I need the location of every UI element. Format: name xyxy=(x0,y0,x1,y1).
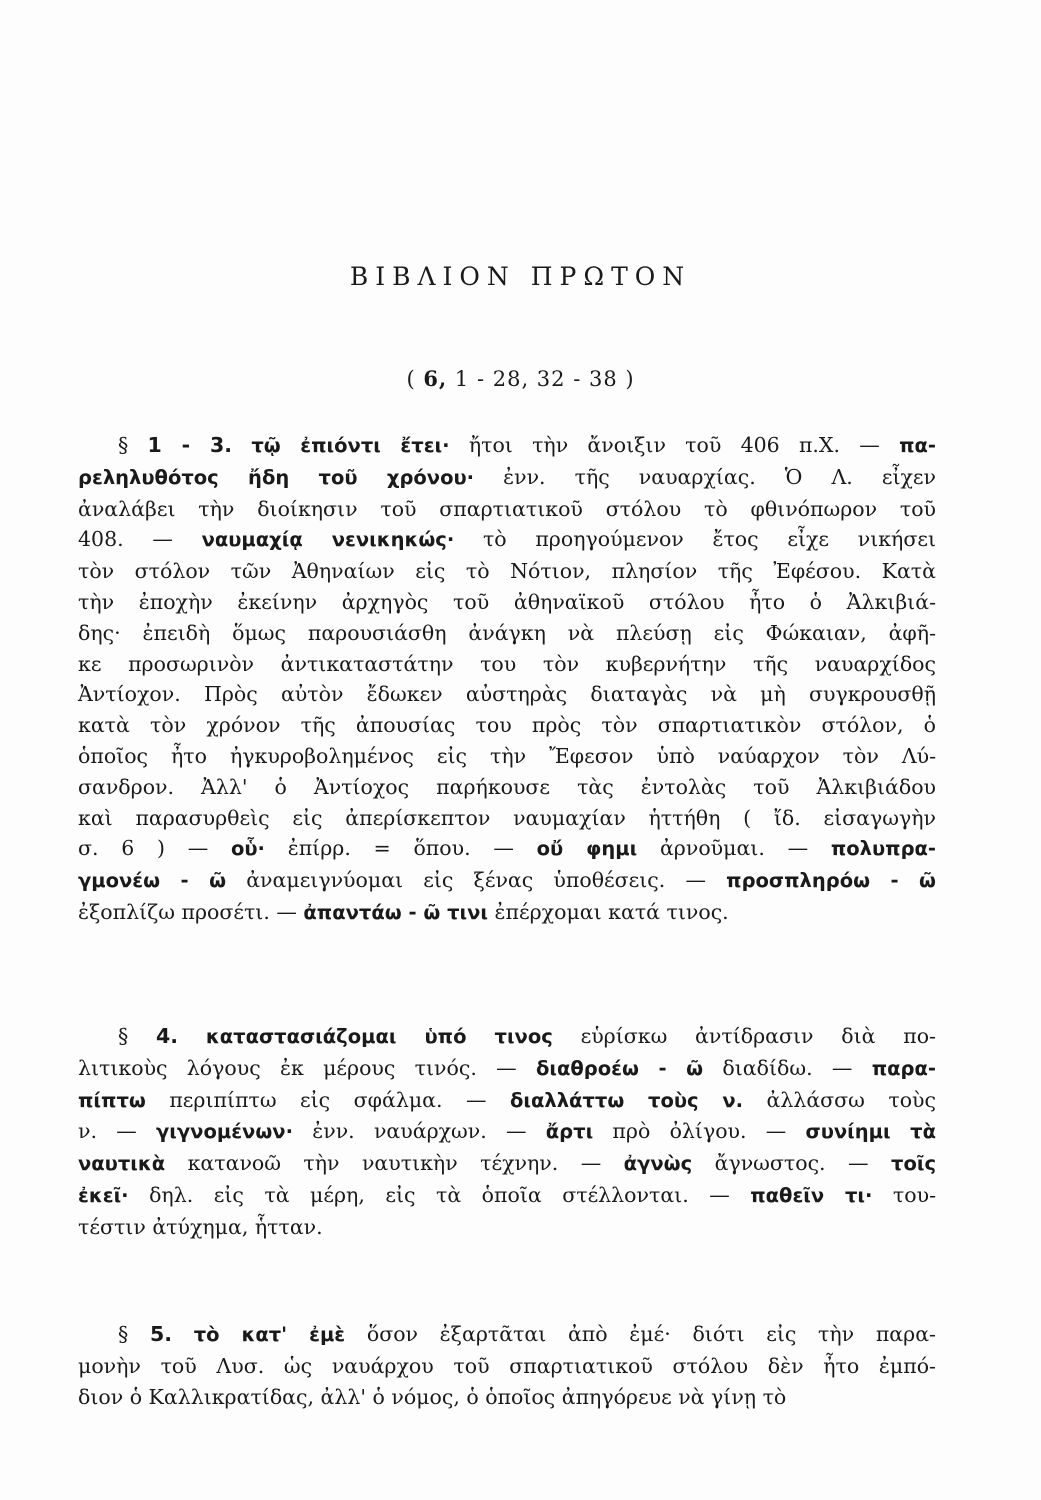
lemma: πίπτω xyxy=(78,1088,146,1112)
gloss-text: ἄγνωστος. — xyxy=(692,1151,891,1176)
lemma: διαθροέω - ῶ xyxy=(535,1056,704,1080)
text-line xyxy=(78,1021,936,1053)
gloss-text: μονὴν τοῦ Λυσ. ὡς ναυάρχου τοῦ σπαρτιατικοῦ στόλου δὲν ἦτο ἐμπό- xyxy=(78,1353,936,1378)
text-line xyxy=(78,1148,936,1180)
gloss-text xyxy=(172,1322,194,1346)
text-line xyxy=(78,897,936,929)
gloss-text: ἐνν. τῆς ναυαρχίας. Ὁ Λ. εἶχεν xyxy=(474,464,936,489)
text-line xyxy=(78,618,936,649)
lemma: καταστασιάζομαι ὑπό τινος xyxy=(205,1025,553,1048)
section-number: 5. xyxy=(149,1322,172,1346)
gloss-text: του- xyxy=(872,1182,936,1207)
lemma: ναυτικὰ xyxy=(78,1152,166,1176)
lemma: οὔ φημι xyxy=(536,837,638,861)
gloss-text: σανδρον. Ἀλλ' ὁ Ἀντίοχος παρήκουσε τὰς ἐντολὰς τοῦ Ἀλκιβιάδου xyxy=(78,774,936,799)
text-line xyxy=(78,803,936,834)
text-line xyxy=(78,1180,936,1212)
text-line xyxy=(78,772,936,803)
commentary-section-5 xyxy=(78,1319,936,1412)
text-line xyxy=(78,710,936,741)
text-line xyxy=(78,679,936,710)
lemma: προσπληρόω - ῶ xyxy=(726,869,936,893)
range-open: ( xyxy=(406,367,424,391)
text-line xyxy=(78,1319,936,1351)
lemma: συνίημι τὰ xyxy=(805,1120,936,1144)
lemma: ἐκεῖ· xyxy=(78,1183,129,1207)
text-line xyxy=(78,741,936,772)
lemma: τὸ κατ' ἐμὲ xyxy=(193,1323,346,1346)
gloss-text: 408. — xyxy=(78,527,202,552)
gloss-text: εὑρίσκω ἀντίδρασιν διὰ πο- xyxy=(552,1024,936,1048)
gloss-text: τὴν ἐποχὴν ἐκείνην ἀρχηγὸς τοῦ ἀθηναϊκοῦ στόλου ἦτο ὁ Ἀλκιβιά- xyxy=(78,589,936,614)
gloss-text: ἐπέρχομαι κατά τινος. xyxy=(488,899,729,924)
text-line xyxy=(78,1085,936,1117)
gloss-text: περιπίπτω εἰς σφάλμα. — xyxy=(145,1087,510,1112)
gloss-text: καὶ παρασυρθεὶς εἰς ἀπερίσκεπτον ναυμαχίαν ἡττήθη ( ἴδ. εἰσαγωγὴν xyxy=(78,805,936,830)
gloss-text: τὸν στόλον τῶν Ἀθηναίων εἰς τὸ Νότιον, πλησίον τῆς Ἐφέσου. Κατὰ xyxy=(78,559,936,584)
section-number: 1 - 3. xyxy=(147,433,233,457)
lemma: ρεληλυθότος ἤδη τοῦ χρόνου· xyxy=(78,465,475,489)
lemma: οὗ· xyxy=(230,837,265,861)
gloss-text: Ἀντίοχον. Πρὸς αὐτὸν ἔδωκεν αὐστηρὰς διαταγὰς νὰ μὴ συγκρουσθῇ xyxy=(78,682,936,707)
gloss-text: ἐπίρρ. = ὅπου. — xyxy=(264,836,537,861)
gloss-text: διαδίδω. — xyxy=(703,1055,872,1080)
gloss-text xyxy=(232,433,251,457)
text-line xyxy=(78,587,936,618)
lemma: ἄρτι xyxy=(545,1120,594,1144)
range-verses: 1 - 28, 32 - 38 ) xyxy=(447,367,635,391)
lemma: πολυπρα- xyxy=(830,837,937,861)
gloss-text: σ. 6 ) — xyxy=(78,836,231,861)
lemma: διαλλάττω τοὺς ν. xyxy=(509,1088,744,1112)
lemma: παθεῖν τι· xyxy=(750,1183,873,1207)
text-line xyxy=(78,430,936,462)
gloss-text: § xyxy=(118,1024,157,1048)
text-line xyxy=(78,833,936,865)
gloss-text: τὸ προηγούμενον ἔτος εἶχε νικήσει xyxy=(454,527,936,552)
gloss-text: ἀλλάσσω τοὺς xyxy=(743,1087,936,1112)
gloss-text: διον ὁ Καλλικρατίδας, ἀλλ' ὁ νόμος, ὁ ὁποῖος ἀπηγόρευε νὰ γίνῃ τὸ xyxy=(78,1384,787,1409)
lemma: γμονέω - ῶ xyxy=(78,869,227,893)
range-chapter: 6, xyxy=(423,366,448,391)
book-range xyxy=(0,366,1041,391)
text-line xyxy=(78,494,936,525)
gloss-text: ἀναμειγνύομαι εἰς ξένας ὑποθέσεις. — xyxy=(226,868,727,893)
gloss-text: ἐξοπλίζω προσέτι. — xyxy=(78,899,304,924)
text-line xyxy=(78,649,936,680)
gloss-text: ἀρνοῦμαι. — xyxy=(637,836,831,861)
text-line xyxy=(78,556,936,587)
gloss-text: ὁποῖος ἦτο ἠγκυροβολημένος εἰς τὴν Ἔφεσον ὑπὸ ναύαρχον τὸν Λύ- xyxy=(78,743,936,768)
gloss-text: ὅσον ἐξαρτᾶται ἀπὸ ἐμέ· διότι εἰς τὴν παρα- xyxy=(345,1322,936,1346)
gloss-text: τέστιν ἀτύχημα, ἧτταν. xyxy=(78,1214,323,1239)
commentary-section-4 xyxy=(78,1021,936,1243)
gloss-text: ἐνν. ναυάρχων. — xyxy=(292,1119,546,1144)
gloss-text: κε προσωρινὸν ἀντικαταστάτην του τὸν κυβερνήτην τῆς ναυαρχίδος xyxy=(78,651,936,676)
lemma: γιγνομένων· xyxy=(156,1120,293,1144)
section-number: 4. xyxy=(156,1024,179,1048)
gloss-text: δης· ἐπειδὴ ὅμως παρουσιάσθη ἀνάγκη νὰ πλεύσῃ εἰς Φώκαιαν, ἀφῆ- xyxy=(78,620,936,645)
text-line xyxy=(78,1351,936,1382)
text-line xyxy=(78,462,936,494)
lemma: τῷ ἐπιόντι ἔτει· xyxy=(251,434,450,457)
lemma: ἀγνὼς xyxy=(623,1152,693,1176)
gloss-text: ἀναλάβει τὴν διοίκησιν τοῦ σπαρτιατικοῦ στόλου τὸ φθινόπωρον τοῦ xyxy=(78,496,936,521)
gloss-text: § xyxy=(118,433,148,457)
gloss-text: λιτικοὺς λόγους ἐκ μέρους τινός. — xyxy=(78,1055,536,1080)
text-line xyxy=(78,524,936,556)
text-line xyxy=(78,1212,936,1243)
lemma: τοῖς xyxy=(891,1152,936,1176)
gloss-text: § xyxy=(118,1322,150,1346)
text-line xyxy=(78,1116,936,1148)
lemma: ναυμαχίᾳ νενικηκώς· xyxy=(201,528,455,552)
gloss-text: κατανοῶ τὴν ναυτικὴν τέχνην. — xyxy=(165,1151,624,1176)
lemma: πα- xyxy=(899,434,936,457)
lemma: ἀπαντάω - ῶ τινι xyxy=(303,900,489,924)
text-line xyxy=(78,1382,936,1413)
gloss-text: ἤτοι τὴν ἄνοιξιν τοῦ 406 π.Χ. — xyxy=(449,433,900,457)
gloss-text: πρὸ ὀλίγου. — xyxy=(593,1119,806,1144)
gloss-text: δηλ. εἰς τὰ μέρη, εἰς τὰ ὁποῖα στέλλονται. — xyxy=(128,1182,751,1207)
commentary-section-1-3 xyxy=(78,430,936,929)
text-line xyxy=(78,1053,936,1085)
gloss-text xyxy=(178,1024,206,1048)
text-line xyxy=(78,865,936,897)
book-title: ΒΙΒΛΙΟΝ ΠΡΩΤΟΝ xyxy=(349,262,692,291)
gloss-text: ν. — xyxy=(78,1119,157,1144)
lemma: παρα- xyxy=(871,1056,936,1080)
gloss-text: κατὰ τὸν χρόνον τῆς ἀπουσίας του πρὸς τὸν σπαρτιατικὸν στόλον, ὁ xyxy=(78,713,936,738)
